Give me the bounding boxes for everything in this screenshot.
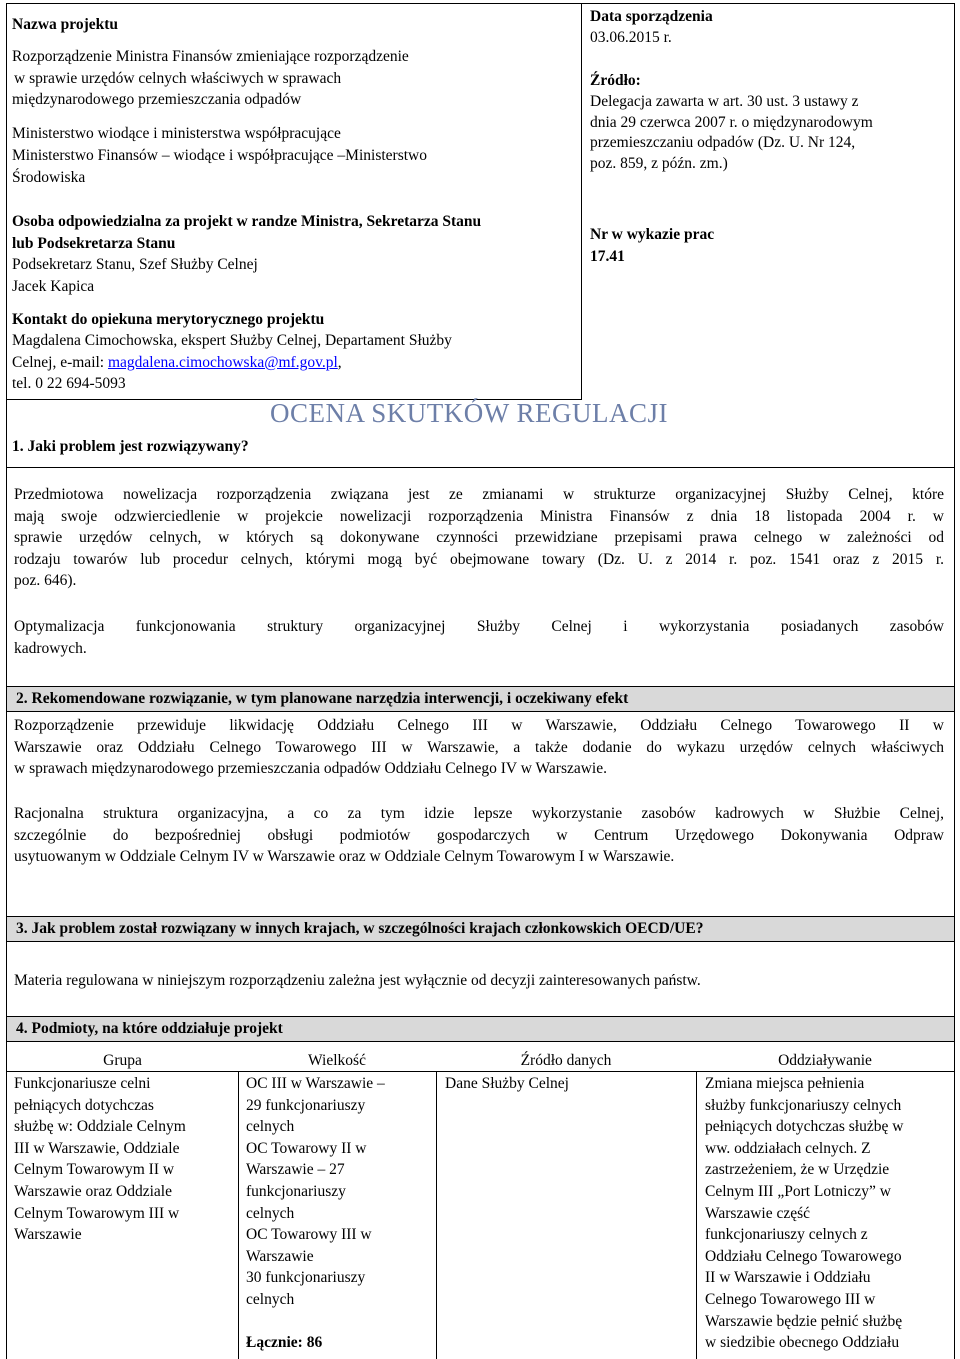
ministries-value <box>12 145 572 188</box>
impact-line: Warszawie będzie pełnić służbę <box>705 1312 903 1330</box>
section1-para2-line: Optymalizacja funkcjonowania struktury organizacyjnej Służby Celnej i wykorzystania posiadanych zasobów <box>14 618 944 635</box>
section1-para1-line: sprawie urzędów celnych, w których są dokonywane czynności przewidziane przepisami prawa celnego w zależności od <box>14 529 944 547</box>
section4-top <box>6 1016 955 1017</box>
group-line: służbę w: Oddziale Celnym <box>14 1118 186 1136</box>
impact-line: funkcjonariuszy celnych z <box>705 1226 868 1244</box>
size-line: 29 funkcjonariuszy <box>246 1096 366 1114</box>
section2-para2-line: szczególnie do bezpośredniej obsługi podmiotów gospodarczych w Centrum Urzędowego Dokonywania Odpraw <box>14 826 944 844</box>
project-name <box>12 46 572 111</box>
column-header-size: Wielkość <box>308 1052 366 1069</box>
size-line: 30 funkcjonariuszy <box>246 1269 366 1287</box>
frame-right <box>954 3 955 1359</box>
table-divider-2 <box>436 1071 437 1359</box>
impact-line: Celnego Towarowego III w <box>705 1290 876 1308</box>
group-line: Warszawie oraz Oddziale <box>14 1182 172 1200</box>
contact-label: Kontakt do opiekuna merytorycznego projektu <box>12 311 325 328</box>
contact-phone: tel. 0 22 694-5093 <box>12 375 126 393</box>
table-cell-group <box>14 1073 236 1246</box>
section3-heading-bottom <box>6 941 955 942</box>
responsible-label-line: Osoba odpowiedzialna za projekt w randze Ministra, Sekretarza Stanu <box>12 213 482 230</box>
section1-heading: 1. Jaki problem jest rozwiązywany? <box>12 438 249 455</box>
section2-heading-bottom <box>6 711 955 712</box>
contact-line: Magdalena Cimochowska, ekspert Służby Celnej, Departament Służby <box>12 332 452 349</box>
date-value: 03.06.2015 r. <box>590 29 672 46</box>
responsible-person-line: Podsekretarz Stanu, Szef Służby Celnej <box>12 256 258 273</box>
section2-para2-line: usytuowanym w Oddziale Celnym IV w Warszawie oraz w Oddziale Celnym Towarowym I w Warszawie. <box>14 848 675 866</box>
section2-para1-line: Rozporządzenie przewiduje likwidację Oddziału Celnego III w Warszawie, Oddziału Celnego Towarowego II w <box>14 717 944 734</box>
source-line: Delegacja zawarta w art. 30 ust. 3 ustawy z <box>590 93 859 110</box>
source-line: przemieszczaniu odpadów (Dz. U. Nr 124, <box>590 134 856 151</box>
size-line: OC III w Warszawie – <box>246 1075 385 1092</box>
impact-line: Oddziału Celnego Towarowego <box>705 1247 902 1265</box>
section1-para1-line: Przedmiotowa nowelizacja rozporządzenia związana jest ze zmianami w strukturze organizacyjnej Służby Celnej, które <box>14 486 944 503</box>
responsible-label <box>12 211 580 254</box>
contact-email-prefix: Celnej, e-mail: <box>12 353 108 371</box>
section2-para1 <box>14 715 944 780</box>
size-line: OC Towarowy II w <box>246 1139 367 1157</box>
group-line: Celnym Towarowym III w <box>14 1204 180 1222</box>
work-list-label: Nr w wykazie prac <box>590 226 715 243</box>
impact-line: Warszawie część <box>705 1204 811 1222</box>
impact-line: pełniących dotychczas służbę w <box>705 1118 904 1136</box>
section1-heading-bottom <box>6 467 955 468</box>
section4-heading-bottom <box>6 1041 955 1042</box>
table-cell-impact <box>705 1073 952 1354</box>
ministries-line: Środowiska <box>12 168 86 186</box>
section1-para1-line: mają swoje odzwierciedlenie w projekcie nowelizacji rozporządzenia Ministra Finansów z dnia 18 listopada 2004 r. w <box>14 507 944 525</box>
project-name-line: Rozporządzenie Ministra Finansów zmieniające rozporządzenie <box>12 48 409 65</box>
section3-top <box>6 916 955 917</box>
column-header-impact: Oddziaływanie <box>778 1052 872 1069</box>
assessment-title: OCENA SKUTKÓW REGULACJI <box>270 398 669 428</box>
table-divider-1 <box>238 1071 239 1359</box>
group-line: Funkcjonariusze celni <box>14 1075 151 1092</box>
size-line: Warszawie – 27 <box>246 1161 345 1179</box>
group-line: Warszawie <box>14 1226 82 1244</box>
contact-email-suffix: , <box>337 353 342 371</box>
section2-para2-line: Racjonalna struktura organizacyjna, a co za tym idzie lepsze wykorzystanie zasobów kadrowych w Służbie Celnej, <box>14 805 944 822</box>
ministries-label: Ministerstwo wiodące i ministerstwa współpracujące <box>12 125 341 142</box>
size-spacer <box>246 1311 434 1333</box>
impact-line: II w Warszawie i Oddziału <box>705 1269 871 1287</box>
table-cell-size <box>246 1073 434 1354</box>
section3-heading: 3. Jak problem został rozwiązany w innych krajach, w szczególności krajach członkowskich OECD/UE? <box>16 920 704 937</box>
section1-para1-line: rodzaju towarów lub procedur celnych, którymi mogą być obejmowane towary (Dz. U. z 2014 r. poz. 1541 oraz z 2015 r. <box>14 550 944 568</box>
project-name-label: Nazwa projektu <box>12 16 119 33</box>
column-header-source: Źródło danych <box>520 1052 612 1069</box>
size-total: Łącznie: 86 <box>246 1334 323 1352</box>
source-line: dnia 29 czerwca 2007 r. o międzynarodowym <box>590 113 873 131</box>
frame-top <box>6 3 955 4</box>
section1-para1 <box>14 484 944 592</box>
responsible-label-line: lub Podsekretarza Stanu <box>12 234 176 252</box>
frame-left <box>6 3 7 1359</box>
column-header-group: Grupa <box>103 1052 142 1069</box>
section2-para1-line: w sprawach międzynarodowego przemieszczania odpadów Oddziału Celnego IV w Warszawie. <box>14 760 607 778</box>
responsible-person <box>12 254 258 297</box>
group-line: Celnym Towarowym II w <box>14 1161 175 1179</box>
section2-top <box>6 686 955 687</box>
contact-details <box>12 330 580 395</box>
section3-para: Materia regulowana w niniejszym rozporządzeniu zależna jest wyłącznie od decyzji zainteresowanych państw. <box>14 972 701 989</box>
project-name-line: międzynarodowego przemieszczania odpadów <box>12 91 302 109</box>
size-line: celnych <box>246 1290 295 1308</box>
group-line: pełniących dotychczas <box>14 1096 154 1114</box>
table-divider-3 <box>696 1071 697 1359</box>
size-line: OC Towarowy III w <box>246 1226 372 1244</box>
work-list-value: 17.41 <box>590 248 625 265</box>
impact-line: ww. oddziałach celnych. Z <box>705 1139 871 1157</box>
source-label: Źródło: <box>590 72 641 89</box>
size-line: celnych <box>246 1204 295 1222</box>
contact-email-line <box>12 352 580 374</box>
section1-para1-line: poz. 646). <box>14 572 77 590</box>
impact-line: zastrzeżeniem, że w Urzędzie <box>705 1161 890 1179</box>
size-line: funkcjonariuszy <box>246 1182 346 1200</box>
size-line: Warszawie <box>246 1247 314 1265</box>
section2-heading: 2. Rekomendowane rozwiązanie, w tym planowane narzędzia interwencji, i oczekiwany efekt <box>16 690 629 707</box>
section1-para2-line: kadrowych. <box>14 639 87 657</box>
impact-line: Celnym III „Port Lotniczy” w <box>705 1182 891 1200</box>
impact-line: służby funkcjonariuszy celnych <box>705 1096 902 1114</box>
impact-line: Zmiana miejsca pełnienia <box>705 1075 865 1092</box>
size-line: celnych <box>246 1118 295 1136</box>
project-name-line: w sprawie urzędów celnych właściwych w sprawach <box>14 69 342 87</box>
impact-line: w siedzibie obecnego Oddziału <box>705 1334 900 1352</box>
section4-heading: 4. Podmioty, na które oddziałuje projekt <box>16 1020 283 1037</box>
section2-para1-line: Warszawie oraz Oddziału Celnego Towarowego III w Warszawie, a także dodanie do wykazu urzędów celnych właściwych <box>14 738 944 756</box>
group-line: III w Warszawie, Oddziale <box>14 1139 180 1157</box>
source-value <box>590 92 950 174</box>
table-cell-source: Dane Służby Celnej <box>445 1075 569 1092</box>
source-line: poz. 859, z późn. zm.) <box>590 154 728 172</box>
contact-email-link[interactable]: magdalena.cimochowska@mf.gov.pl <box>107 353 338 371</box>
responsible-person-line: Jacek Kapica <box>12 277 95 295</box>
section2-para2 <box>14 803 944 868</box>
header-divider <box>581 3 582 399</box>
date-label: Data sporządzenia <box>590 8 713 25</box>
ministries-line: Ministerstwo Finansów – wiodące i współpracujące –Ministerstwo <box>12 147 427 164</box>
section1-para2 <box>14 616 944 659</box>
